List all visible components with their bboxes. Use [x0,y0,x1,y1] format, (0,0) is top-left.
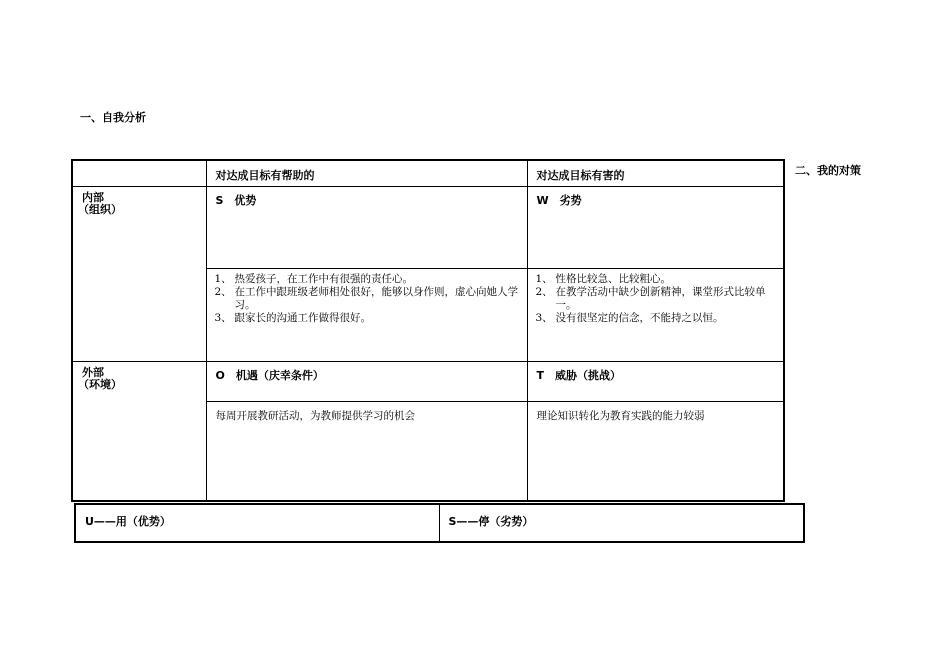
weaknesses-label-cell [527,187,784,269]
header-harmful: 对达成目标有害的 [536,169,625,182]
threats-content-cell [527,402,784,501]
internal-label-row [72,187,784,269]
header-harmful-cell [527,160,784,187]
threats-label-cell [527,362,784,402]
us-table [74,503,805,543]
stop-weaknesses-label: S——停（劣势） [448,515,534,528]
opportunities-label-cell [206,362,527,402]
swot-table [71,159,785,502]
opportunities-label: O 机遇（庆幸条件） [215,369,324,382]
stop-weaknesses-cell [439,504,804,542]
list-item: 1、 性格比较急、比较粗心。 [535,273,671,285]
external-sublabel: （环境） [78,378,122,391]
use-strengths-cell [75,504,439,542]
list-item: 2、 在工作中跟班级老师相处很好，能够以身作则，虚心向她人学习。 [214,286,518,311]
internal-label: 内部 [82,191,104,204]
threats-text: 理论知识转化为教育实践的能力较弱 [536,410,705,423]
header-helpful: 对达成目标有帮助的 [215,169,315,182]
external-label-row [72,362,784,402]
swot-corner-cell [72,160,206,187]
opportunities-text: 每周开展教研活动，为教师提供学习的机会 [215,410,415,423]
list-item: 3、 跟家长的沟通工作做得很好。 [214,312,371,324]
external-row-label-cell [72,362,206,502]
strengths-label-cell [206,187,527,269]
list-item: 3、 没有很坚定的信念，不能持之以恒。 [535,312,724,324]
weaknesses-list [536,273,780,325]
weaknesses-content-cell [527,269,784,362]
strengths-label: S 优势 [215,194,257,207]
external-label: 外部 [82,366,104,379]
swot-header-row [72,160,784,187]
internal-sublabel: （组织） [78,203,122,216]
strengths-list [215,273,521,325]
strengths-content-cell [206,269,527,362]
us-row [75,504,804,542]
section-heading-strategy: 二、我的对策 [795,164,861,177]
weaknesses-label: W 劣势 [536,194,582,207]
threats-label: T 威胁（挑战） [536,369,622,382]
list-item: 2、 在教学活动中缺少创新精神，课堂形式比较单一。 [535,286,766,311]
header-helpful-cell [206,160,527,187]
use-strengths-label: U——用（优势） [85,515,171,528]
list-item: 1、 热爱孩子，在工作中有很强的责任心。 [214,273,413,285]
internal-row-label-cell [72,187,206,362]
opportunities-content-cell [206,402,527,501]
section-heading-self-analysis: 一、自我分析 [80,111,146,124]
